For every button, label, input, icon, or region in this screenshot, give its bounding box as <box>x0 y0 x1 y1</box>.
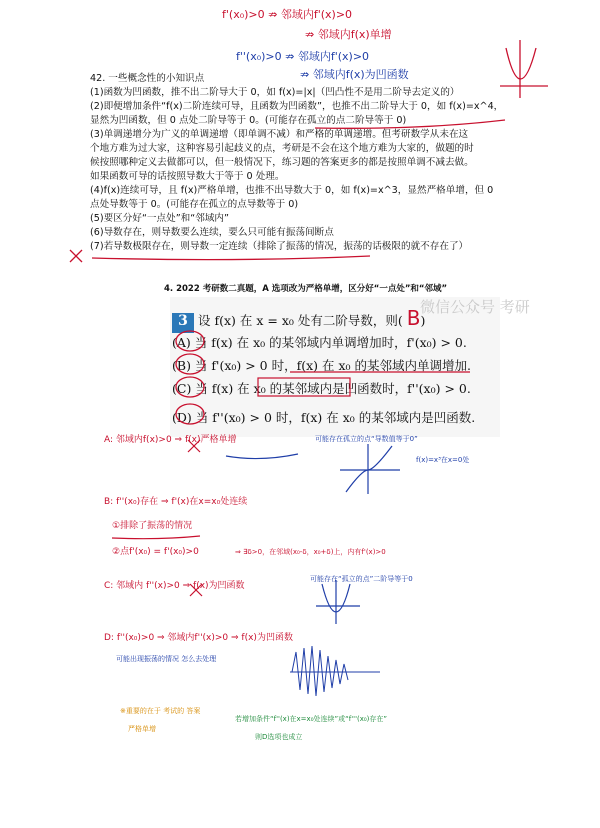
option-b: (B) 当 f'(x₀) > 0 时，f(x) 在 x₀ 的某邻域内单调增加. <box>172 358 471 373</box>
annotation-a-note: 可能存在孤立的点“导数值等于0” <box>315 435 418 443</box>
note-line-5: 个地方难为过大家，这种容易引起歧义的点，考研是不会在这个地方难为大家的，做题的时 <box>90 143 474 154</box>
annotation-b-sub2: ②点f'(x₀) = f'(x₀)>0 <box>112 547 199 557</box>
annotation-b: B: f''(x₀)存在 ⇒ f'(x)在x=x₀处连续 <box>104 497 248 507</box>
annotation-d-bottom1: 若增加条件“f''(x)在x=x₀处连续”或“f'''(x₀)存在” <box>235 715 388 723</box>
option-a: (A) 当 f(x) 在 x₀ 的某邻域内单调增加时，f'(x₀) > 0. <box>172 335 467 350</box>
top-note-4: ⇏ 邻域内f(x)为凹函数 <box>300 68 409 81</box>
annotation-orange-2: 严格单增 <box>128 725 156 733</box>
annotation-c-note: 可能存在“孤立的点”二阶导等于0 <box>310 575 413 583</box>
annotation-orange-1: ※重要的在于 考试的 答案 <box>120 707 201 715</box>
annotation-c: C: 邻域内 f''(x)>0 ⇒ f(x)为凹函数 <box>104 581 245 591</box>
stem-close: ) <box>420 313 426 328</box>
option-a-circle <box>176 331 204 351</box>
note-line-9: 点处导数等于 0。(可能存在孤立的点导数等于 0) <box>90 199 299 210</box>
note-line-3: 显然为凹函数，但 0 点处二阶导等于 0。(可能存在孤立的点二阶导等于 0) <box>90 115 407 126</box>
item6-underline <box>92 256 370 260</box>
option-c: (C) 当 f(x) 在 x₀ 的某邻域内是凹函数时，f''(x₀) > 0. <box>172 381 471 396</box>
note-line-7: 如果函数可导的话按照导数大于等于 0 处理。 <box>90 171 285 182</box>
top-note-1: f'(x₀)>0 ⇏ 邻域内f'(x)>0 <box>222 8 353 21</box>
arrow-strikes <box>188 440 202 596</box>
parabola-graph-sketch <box>316 580 360 624</box>
option-c-box <box>258 378 350 396</box>
watermark: 微信公众号 考研 <box>420 298 530 316</box>
option-c-circle <box>176 377 204 397</box>
annotation-b-underline <box>112 536 200 539</box>
annotation-a-underline <box>226 454 298 459</box>
note-underline <box>315 120 505 128</box>
top-note-2: ⇏ 邻域内f(x)单增 <box>305 28 392 41</box>
annotation-d: D: f''(x₀)>0 ⇒ 邻域内f''(x)>0 ⇒ f(x)为凹函数 <box>104 633 293 643</box>
top-right-graph-sketch <box>500 40 548 98</box>
note-line-2: (2)即便增加条件“f(x)二阶连续可导，且函数为凹函数”，也推不出二阶导大于 0，如 f(x)=x^4， <box>90 101 504 112</box>
option-d-circle <box>176 404 204 424</box>
stem-text: 设 f(x) 在 x = x₀ 处有二阶导数，则( <box>198 313 403 328</box>
note-line-4: (3)单调递增分为广义的单调递增（即单调不减）和严格的单调递增。但考研数学从未在这 <box>90 129 469 140</box>
question-title: 4. 2022 考研数二真题，A 选项改为严格单增，区分好“一点处”和“邻域” <box>164 284 448 294</box>
annotation-a: A: 邻域内f(x)>0 ⇒ f(x)严格单增 <box>104 435 237 445</box>
cubic-graph-sketch <box>340 444 400 494</box>
option-d: (D) 当 f''(x₀) > 0 时，f(x) 在 x₀ 的某邻域内是凹函数. <box>172 410 476 425</box>
annotation-d-note: 可能出现振荡的情况 怎么去处理 <box>116 655 217 663</box>
note-line-6: 候按照哪种定义去做都可以，但一般情况下，练习题的答案更多的都是按照单调不减去做。 <box>90 157 474 168</box>
note-line-10: (5)要区分好“一点处”和“邻域内” <box>90 213 230 224</box>
notes-heading: 42. 一些概念性的小知识点 <box>90 73 205 84</box>
answer-mark: B <box>406 306 421 330</box>
annotation-b-sub1: ①排除了振荡的情况 <box>112 521 193 531</box>
oscillation-graph-sketch <box>290 646 380 696</box>
top-note-3: f''(x₀)>0 ⇏ 邻域内f'(x)>0 <box>236 50 370 63</box>
annotation-a-graph-label: f(x)=x³在x=0处 <box>416 456 470 464</box>
note-line-12: (7)若导数极限存在，则导数一定连续（排除了振荡的情况，振荡的话极限的就不存在了） <box>90 241 469 252</box>
item6-mark <box>70 250 82 262</box>
note-line-8: (4)f(x)连续可导，且 f(x)严格单增，也推不出导数大于 0，如 f(x)=x^3，显然严格单增，但 0 <box>90 185 494 196</box>
annotation-b-sub3: ⇒ ∃δ>0，在邻域(x₀-δ，x₀+δ)上，内有f'(x)>0 <box>235 548 386 556</box>
note-line-1: (1)函数为凹函数，推不出二阶导大于 0，如 f(x)=|x|（凹凸性不是用二阶导去定义的） <box>90 87 460 98</box>
note-line-11: (6)导数存在，则导数要么连续，要么只可能有振荡间断点 <box>90 227 334 238</box>
question-number: 3 <box>172 313 194 333</box>
annotation-d-bottom2: 则D选项也成立 <box>255 733 303 741</box>
option-b-circle <box>176 354 204 374</box>
